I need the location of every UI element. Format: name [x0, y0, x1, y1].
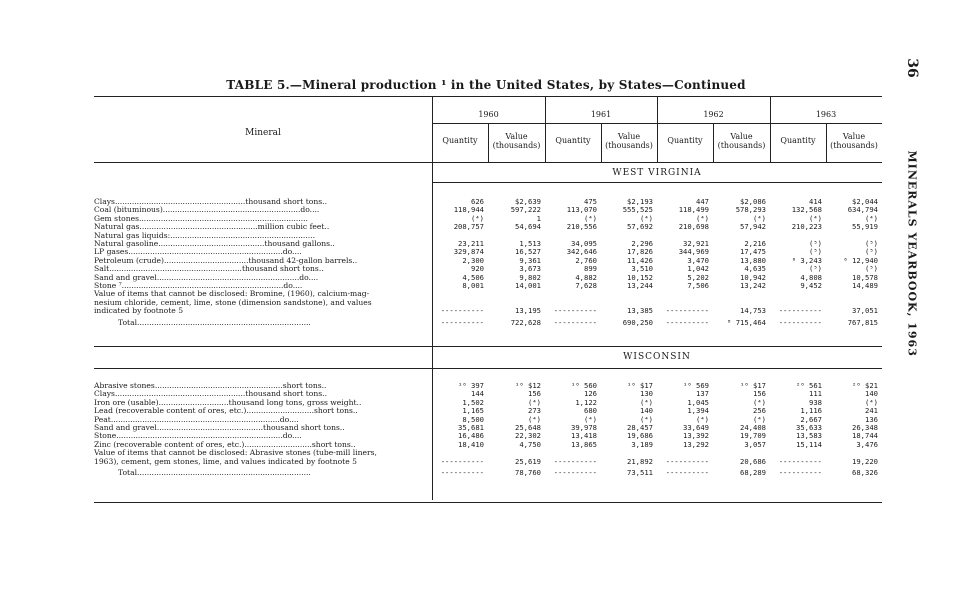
total-cell: 78,760 [515, 468, 541, 478]
quantity-cell: (⁵) [809, 265, 822, 274]
mineral-label: Clays......................................................thousand short tons.. [94, 198, 327, 206]
value-cell: 241 [865, 407, 878, 416]
total-cell: 722,628 [510, 317, 541, 327]
value-cell: (⁴) [640, 214, 653, 223]
quantity-cell: 137 [696, 390, 709, 399]
table-row [94, 399, 882, 407]
quantity-cell [770, 290, 826, 298]
value-cell: 140 [640, 407, 653, 416]
mineral-label: Sand and gravel...........................................................do.... [94, 273, 319, 282]
value-cell: 1,513 [519, 240, 541, 249]
running-head: MINERALS YEARBOOK, 1963 [905, 150, 919, 357]
quantity-cell [770, 449, 826, 457]
value-cell: 17,826 [627, 248, 653, 257]
value-cell: 26,348 [852, 424, 878, 433]
quantity-cell: 13,583 [796, 432, 822, 441]
total-cell: ---------- [553, 317, 597, 327]
value-cell: 13,385 [627, 307, 653, 316]
value-cell: 13,880 [740, 256, 766, 265]
value-cell: (⁴) [528, 398, 541, 407]
value-cell: 256 [753, 407, 766, 416]
quantity-cell: 23,211 [458, 240, 484, 249]
mineral-label: Stone ⁷...................................................................do.... [94, 282, 303, 291]
quantity-cell: 111 [809, 390, 822, 399]
quantity-cell: ⁶ 3,243 [791, 256, 822, 265]
quantity-cell: 113,070 [566, 206, 597, 215]
value-cell: (⁵) [865, 240, 878, 249]
quantity-cell: 414 [809, 198, 822, 206]
quantity-cell [545, 232, 601, 240]
value-cell: (⁴) [865, 214, 878, 223]
quantity-cell: ¹⁰ 569 [683, 382, 709, 390]
quantity-cell: 344,969 [678, 248, 709, 257]
year-header: 1961 [590, 110, 612, 119]
table-row [94, 407, 882, 415]
mineral-label: Value of items that cannot be disclosed: Abrasive stones (tube-mill liners, [94, 449, 377, 458]
quantity-cell [545, 299, 601, 307]
quantity-cell: ---------- [665, 307, 709, 316]
table-row [94, 290, 882, 298]
value-cell [826, 232, 882, 240]
value-cell: 10,942 [740, 273, 766, 282]
quantity-cell [432, 299, 488, 307]
header-bottom-rule [94, 162, 882, 163]
mineral-label: indicated by footnote 5 [94, 307, 184, 316]
page-number: 36 [904, 58, 920, 78]
quantity-cell: ---------- [553, 307, 597, 316]
value-cell: 20,686 [740, 457, 766, 466]
value-cell: 25,619 [515, 457, 541, 466]
value-cell: 597,222 [510, 206, 541, 215]
value-cell: 1 [536, 214, 541, 223]
quantity-cell: 35,633 [796, 424, 822, 433]
value-cell [601, 232, 657, 240]
mineral-label: 1963), cement, gem stones, lime, and values indicated by footnote 5 [94, 457, 357, 466]
value-cell: 17,475 [740, 248, 766, 257]
value-cell: 28,457 [627, 424, 653, 433]
data-table-wisconsin [94, 382, 882, 477]
quantity-cell: 1,122 [575, 398, 597, 407]
value-cell: 140 [865, 390, 878, 399]
total-cell: 73,511 [627, 468, 653, 478]
quantity-cell: 34,095 [571, 240, 597, 249]
total-label: Total........................................................................ [118, 317, 311, 327]
col-line [545, 96, 546, 162]
value-cell: 14,001 [515, 282, 541, 291]
quantity-cell: 5,202 [687, 273, 709, 282]
quantity-cell: 8,500 [462, 415, 484, 424]
year-header: 1962 [703, 110, 724, 119]
quantity-cell: 920 [471, 265, 484, 274]
value-cell [601, 449, 657, 457]
mineral-label: Stone.....................................................................do.... [94, 432, 302, 441]
value-cell: 14,753 [740, 307, 766, 316]
quantity-cell: 13,865 [571, 440, 597, 449]
quantity-cell: (⁴) [584, 415, 597, 424]
total-cell: ---------- [665, 468, 709, 478]
table-row [94, 382, 882, 390]
value-cell: 634,794 [847, 206, 878, 215]
value-cell: 2,216 [744, 240, 766, 249]
quantity-cell: 33,649 [683, 424, 709, 433]
table-row [94, 282, 882, 290]
table-row [94, 416, 882, 424]
value-cell: 3,189 [631, 440, 653, 449]
value-cell [488, 290, 545, 298]
quantity-cell: 15,114 [796, 440, 822, 449]
table-row [94, 232, 882, 240]
quantity-cell: ---------- [778, 307, 822, 316]
value-cell: 11,426 [627, 256, 653, 265]
value-cell: 57,692 [627, 223, 653, 232]
quantity-cell [432, 232, 488, 240]
quantity-cell: ---------- [440, 457, 484, 466]
quantity-cell: 8,001 [462, 282, 484, 291]
quantity-cell: 118,499 [678, 206, 709, 215]
header-top-rule [94, 96, 882, 97]
mineral-label: Natural gas liquids:............................................................ [94, 231, 315, 240]
value-cell: $2,044 [852, 198, 878, 206]
value-cell: 136 [865, 415, 878, 424]
quantity-cell: ---------- [778, 457, 822, 466]
value-cell: 555,525 [622, 206, 653, 215]
value-cell: 54,694 [515, 223, 541, 232]
quantity-cell: 4,808 [800, 273, 822, 282]
section-rule [432, 182, 882, 183]
total-cell: ---------- [778, 468, 822, 478]
quantity-cell: ---------- [665, 457, 709, 466]
quantity-cell: ¹⁰ 397 [458, 382, 484, 390]
value-cell [826, 299, 882, 307]
mineral-label: Zinc (recoverable content of ores, etc.)............................short tons.. [94, 440, 356, 449]
quantity-cell: 208,757 [453, 223, 484, 232]
quantity-cell: 16,486 [458, 432, 484, 441]
mineral-label: Sand and gravel............................................thousand short tons.. [94, 424, 345, 433]
value-cell: 3,673 [519, 265, 541, 274]
table-row [94, 441, 882, 449]
value-cell [488, 232, 545, 240]
value-cell [713, 449, 770, 457]
value-cell: 16,527 [515, 248, 541, 257]
value-cell [713, 232, 770, 240]
value-header: Value (thousands) [492, 132, 541, 150]
mineral-label: Natural gasoline............................................thousand gallons.. [94, 240, 335, 249]
value-cell: 22,302 [515, 432, 541, 441]
value-cell: 4,635 [744, 265, 766, 274]
table-bottom-rule [94, 502, 882, 503]
quantity-cell: 680 [584, 407, 597, 416]
table-row [94, 240, 882, 248]
value-cell: ⁶ 12,940 [843, 256, 878, 265]
mineral-label: Peat......................................................................do.... [94, 415, 299, 424]
total-cell: ---------- [440, 317, 484, 327]
value-cell: 19,220 [852, 457, 878, 466]
table-row [94, 265, 882, 273]
value-cell: ¹⁰ $17 [740, 382, 766, 390]
mineral-label: Iron ore (usable).............................thousand long tons, gross weight.. [94, 398, 362, 407]
value-cell: $2,193 [627, 198, 653, 206]
value-header: Value (thousands) [717, 132, 766, 150]
data-table-west-virginia [94, 198, 882, 327]
value-cell: 273 [528, 407, 541, 416]
value-cell: 25,648 [515, 424, 541, 433]
table-row [94, 274, 882, 282]
mineral-label: Natural gas.................................................million cubic feet.. [94, 223, 330, 232]
mineral-label: nesium chloride, cement, lime, stone (dimension sandstone), and values [94, 298, 372, 307]
quantity-cell: 1,042 [687, 265, 709, 274]
value-cell: (⁴) [753, 415, 766, 424]
quantity-cell: 9,452 [800, 282, 822, 291]
value-cell: 21,892 [627, 457, 653, 466]
section-end-rule [94, 346, 882, 347]
quantity-cell: ---------- [440, 307, 484, 316]
total-label: Total........................................................................ [118, 468, 311, 478]
quantity-cell: 144 [471, 390, 484, 399]
table-row [94, 257, 882, 265]
total-cell: ---------- [440, 468, 484, 478]
quantity-cell: 475 [584, 198, 597, 206]
quantity-cell: 7,506 [687, 282, 709, 291]
quantity-cell: 132,568 [791, 206, 822, 215]
quantity-cell: 1,165 [462, 407, 484, 416]
quantity-cell: 938 [809, 398, 822, 407]
quantity-cell [545, 290, 601, 298]
value-cell: 9,802 [519, 273, 541, 282]
quantity-cell [432, 449, 488, 457]
quantity-cell [657, 299, 713, 307]
total-cell: ---------- [553, 468, 597, 478]
value-cell: 37,051 [852, 307, 878, 316]
total-cell: ---------- [665, 317, 709, 327]
value-cell: 578,293 [735, 206, 766, 215]
quantity-cell: 2,300 [462, 256, 484, 265]
value-cell: $2,086 [740, 198, 766, 206]
quantity-cell: (⁵) [809, 240, 822, 249]
quantity-cell: 899 [584, 265, 597, 274]
quantity-cell: 342,646 [566, 248, 597, 257]
quantity-cell: 1,116 [800, 407, 822, 416]
quantity-header: Quantity [667, 136, 703, 145]
quantity-cell: 210,698 [678, 223, 709, 232]
quantity-cell [770, 232, 826, 240]
quantity-cell: (⁴) [696, 214, 709, 223]
quantity-cell [657, 232, 713, 240]
quantity-cell: 35,681 [458, 424, 484, 433]
section-title-west-virginia: WEST VIRGINIA [612, 168, 702, 178]
quantity-cell: (⁴) [584, 214, 597, 223]
value-cell [713, 290, 770, 298]
value-header: Value (thousands) [605, 132, 653, 150]
quantity-cell: 13,292 [683, 440, 709, 449]
value-cell: (⁴) [753, 398, 766, 407]
quantity-header: Quantity [442, 136, 478, 145]
value-cell: (⁴) [640, 415, 653, 424]
quantity-cell: 1,502 [462, 398, 484, 407]
value-cell: 18,744 [852, 432, 878, 441]
mineral-label: Abrasive stones.....................................................short tons.. [94, 382, 327, 390]
value-cell: (⁴) [640, 398, 653, 407]
quantity-cell: 13,392 [683, 432, 709, 441]
value-cell: 13,195 [515, 307, 541, 316]
quantity-cell: 18,410 [458, 440, 484, 449]
total-cell: 68,289 [740, 468, 766, 478]
value-cell: 2,296 [631, 240, 653, 249]
col-line [657, 96, 658, 162]
mineral-label: LP gases................................................................do.... [94, 248, 302, 257]
section-rule [94, 368, 882, 369]
table-title: TABLE 5.—Mineral production ¹ in the United States, by States—Continued [226, 78, 746, 92]
value-cell [601, 299, 657, 307]
year-header: 1963 [815, 110, 837, 119]
value-cell: 13,244 [627, 282, 653, 291]
table-row [94, 223, 882, 231]
value-cell: ¹⁰ $12 [515, 382, 541, 390]
value-cell: (⁴) [753, 214, 766, 223]
quantity-cell: 329,874 [453, 248, 484, 257]
col-line [770, 96, 771, 162]
mineral-label: Clays......................................................thousand short tons.. [94, 390, 327, 399]
quantity-header: Quantity [555, 136, 591, 145]
value-cell [826, 449, 882, 457]
quantity-cell: (⁴) [696, 415, 709, 424]
value-cell: 3,057 [744, 440, 766, 449]
quantity-cell: 210,223 [791, 223, 822, 232]
value-cell: 10,152 [627, 273, 653, 282]
table-row [94, 307, 882, 315]
table-row [94, 390, 882, 398]
quantity-cell: 2,760 [575, 256, 597, 265]
value-cell: 10,578 [852, 273, 878, 282]
quantity-cell: 210,556 [566, 223, 597, 232]
total-row [94, 316, 882, 327]
quantity-cell: 4,506 [462, 273, 484, 282]
quantity-cell: 626 [471, 198, 484, 206]
quantity-cell [432, 290, 488, 298]
value-cell [826, 290, 882, 298]
value-cell: 19,686 [627, 432, 653, 441]
quantity-cell [657, 290, 713, 298]
mineral-label: Value of items that cannot be disclosed: Bromine, (1960), calcium-mag- [94, 290, 370, 299]
mineral-label: Coal (bituminous).........................................................do.... [94, 206, 320, 215]
quantity-cell: 32,921 [683, 240, 709, 249]
quantity-cell: 13,418 [571, 432, 597, 441]
value-cell: ²⁰ $21 [852, 382, 878, 390]
value-cell: (⁵) [865, 248, 878, 257]
quantity-cell: 4,882 [575, 273, 597, 282]
quantity-cell: 39,978 [571, 424, 597, 433]
value-cell: ¹⁰ $17 [627, 382, 653, 390]
table-row [94, 449, 882, 457]
total-cell: ---------- [778, 317, 822, 327]
quantity-cell: 447 [696, 198, 709, 206]
value-cell: (⁵) [865, 265, 878, 274]
quantity-cell: ²⁰ 561 [796, 382, 822, 390]
total-row [94, 466, 882, 477]
value-cell: 13,242 [740, 282, 766, 291]
value-cell: 3,476 [856, 440, 878, 449]
value-cell [488, 299, 545, 307]
value-cell: 19,709 [740, 432, 766, 441]
table-row [94, 198, 882, 206]
mineral-label: Salt.......................................................thousand short tons.. [94, 265, 324, 274]
value-cell: 57,942 [740, 223, 766, 232]
value-cell: 55,919 [852, 223, 878, 232]
table-row [94, 432, 882, 440]
value-cell: 14,489 [852, 282, 878, 291]
table-row [94, 458, 882, 466]
value-cell: $2,639 [515, 198, 541, 206]
table-row [94, 206, 882, 214]
value-header: Value (thousands) [830, 132, 878, 150]
mineral-label: Gem stones...................................................................... [94, 214, 308, 223]
quantity-cell [657, 449, 713, 457]
quantity-cell: 7,628 [575, 282, 597, 291]
quantity-header: Quantity [780, 136, 816, 145]
table-row [94, 248, 882, 256]
value-cell [601, 290, 657, 298]
quantity-cell: 3,470 [687, 256, 709, 265]
value-cell: 24,408 [740, 424, 766, 433]
total-cell: 690,250 [622, 317, 653, 327]
total-cell: ⁸ 715,464 [727, 317, 766, 327]
quantity-cell: 1,394 [687, 407, 709, 416]
quantity-cell: ---------- [553, 457, 597, 466]
value-cell [488, 449, 545, 457]
year-header: 1960 [478, 110, 499, 119]
table-row [94, 299, 882, 307]
quantity-cell: 126 [584, 390, 597, 399]
mineral-header: Mineral [245, 128, 281, 138]
quantity-cell [545, 449, 601, 457]
section-title-wisconsin: WISCONSIN [623, 352, 691, 362]
quantity-cell: 1,045 [687, 398, 709, 407]
quantity-cell: ¹⁰ 560 [571, 382, 597, 390]
quantity-cell: 2,667 [800, 415, 822, 424]
value-cell: (⁴) [528, 415, 541, 424]
quantity-cell [770, 299, 826, 307]
value-cell: 4,750 [519, 440, 541, 449]
value-cell: 156 [753, 390, 766, 399]
mineral-label: Lead (recoverable content of ores, etc.)............................short tons.. [94, 407, 358, 416]
total-cell: 767,815 [847, 317, 878, 327]
total-cell: 68,326 [852, 468, 878, 478]
quantity-cell: (⁴) [809, 214, 822, 223]
value-cell: 130 [640, 390, 653, 399]
value-cell: 3,510 [631, 265, 653, 274]
value-cell: 9,361 [519, 256, 541, 265]
table-row [94, 424, 882, 432]
value-cell [713, 299, 770, 307]
value-cell: 156 [528, 390, 541, 399]
quantity-cell: 118,944 [453, 206, 484, 215]
mineral-label: Petroleum (crude)...................................thousand 42-gallon barrels.. [94, 256, 358, 265]
table-row [94, 215, 882, 223]
value-cell: (⁴) [865, 398, 878, 407]
quantity-cell: (⁴) [471, 214, 484, 223]
quantity-cell: (⁵) [809, 248, 822, 257]
